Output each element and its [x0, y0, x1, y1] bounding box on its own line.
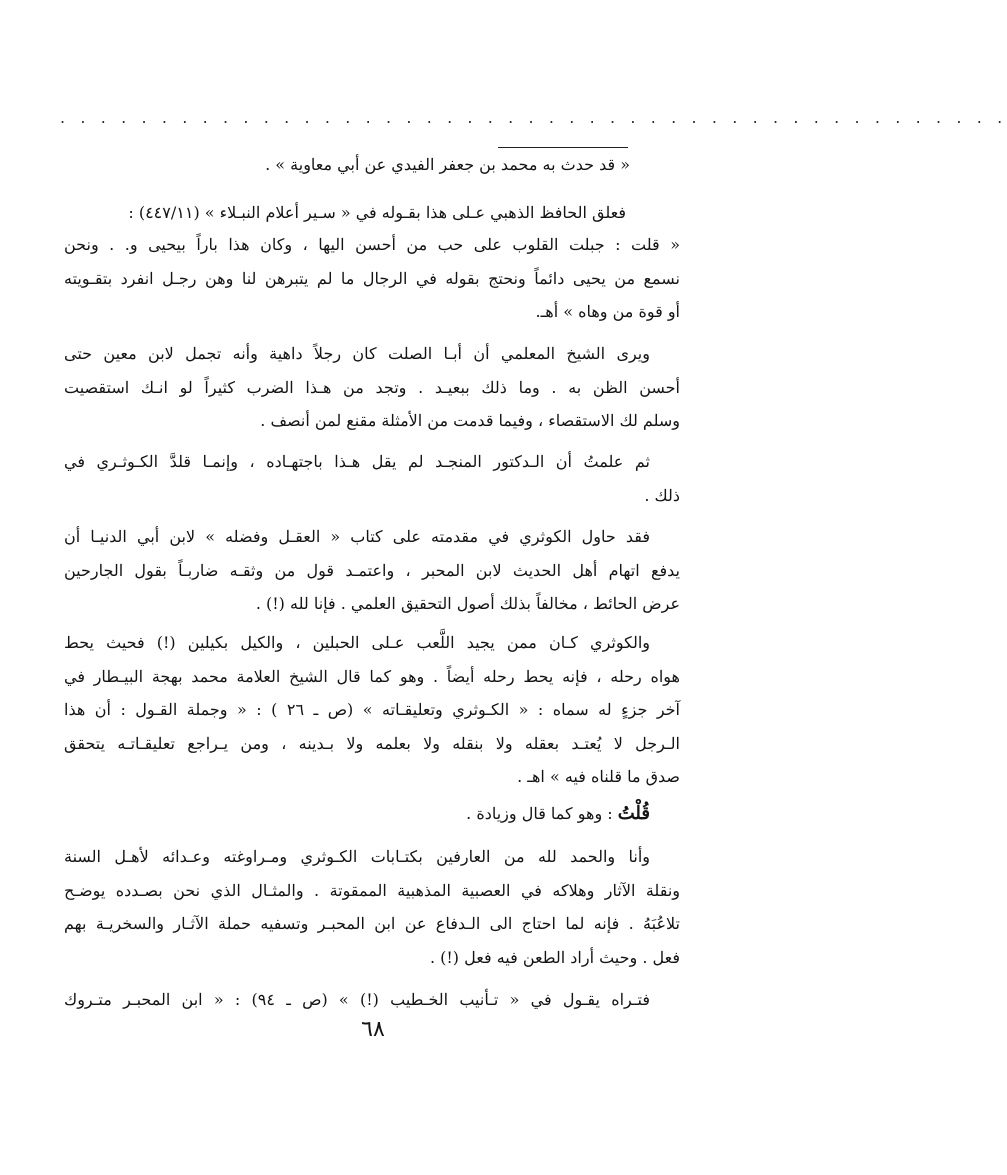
- text-line: أو قوة من وهاه » أهـ.: [535, 302, 680, 321]
- text-line: « قد حدث به محمد بن جعفر الفيدي عن أبي معاوية » .: [265, 155, 630, 174]
- text-line: أحسن الظن به . وما ذلك ببعيـد . وتجد من هـذا الضرب كثيراً لو انـك استقصيت: [64, 377, 680, 397]
- text-line: عرض الحائط ، مخالفاً بذلك أصول التحقيق العلمي . فإنا لله (!) .: [255, 594, 680, 613]
- text-line: [64, 797, 650, 831]
- text-line: وسلم لك الاستقصاء ، وفيما قدمت من الأمثلة مقنع لمن أنصف .: [260, 411, 680, 430]
- text-line: فقد حاول الكوثري في مقدمته على كتاب « العقـل وفضله » لابن أبي الدنيـا أن: [64, 527, 650, 546]
- text-line: يدفع اتهام أهل الحديث لابن المحبر ، واعتمـد قول من وثقـه ضاربـاً بقول الجارحين: [64, 560, 680, 580]
- text-line: فتـراه يقـول في « تـأنيب الخـطيب (!) » (ص ـ ٩٤) : « ابن المحبـر متـروك: [64, 990, 651, 1009]
- paragraph-qultu: [64, 797, 650, 831]
- text-line: صدق ما قلناه فيه » اهـ .: [517, 767, 680, 786]
- qultu-label: قُلْتُ: [617, 803, 650, 824]
- paragraph-quote-narration: [130, 148, 630, 182]
- text-line: فعل . وحيث أراد الطعن فيه فعل (!) .: [429, 947, 680, 967]
- text-line: نسمع من يحيى دائماً ونحتج بقوله في الرجال ما لم يتبرهن لنا وهن رجـل انفرد بتقـويته: [64, 268, 680, 288]
- text-line: والكوثري كـان ممن يجيد اللَّعب عـلى الحبلين ، والكيل بكيلين (!) فحيث يحط: [64, 633, 650, 652]
- paragraph-dhahabi-comment: [128, 196, 626, 230]
- paragraph-muallimi: [64, 337, 680, 438]
- text-line: الـرجل لا يُعتـد بعقله ولا بنقله ولا بعلمه ولا بـدينه ، ومن يـراجع تعليقـاتـه يتحقق: [64, 733, 680, 753]
- text-line: ويرى الشيخ المعلمي أن أبـا الصلت كان رجلاً داهية وأنه تجمل لابن معين حتى: [64, 344, 650, 363]
- paragraph-arifin: [64, 840, 680, 974]
- separator-dots: . . . . . . . . . . . . . . . . . . . . . . . . . . . . . . . . . . . . . . . . . . . . . . .: [60, 108, 1007, 127]
- qultu-text: : وهو كما قال وزيادة .: [466, 804, 618, 823]
- text-line: تلاعُبَهُ . فإنه لما احتاج الى الـدفاع عن ابن المحبـر وتسفيه حملة الآثـار والسخريـة بهم: [64, 914, 680, 933]
- text-line: « قلت : جبلت القلوب على حب من أحسن اليها ، وكان هذا باراً بيحيى و. . ونحن: [64, 235, 680, 254]
- text-line: آخر جزءٍ له سماه : « الكـوثري وتعليقـاته » (ص ـ ٢٦ ) : « وجملة القـول : أن هذا: [64, 700, 680, 719]
- paragraph-kawthari-aql: [64, 520, 680, 621]
- text-line: هواه رحله ، فإنه يحط رحله أيضاً . وهو كما قال الشيخ العلامة محمد بهجة البيـطار في: [64, 666, 680, 686]
- text-line: ذلك .: [644, 485, 680, 505]
- text-line: فعلق الحافظ الذهبي عـلى هذا بقـوله في « سـير أعلام النبـلاء » (٤٤٧/١١) :: [128, 203, 626, 222]
- text-line: ثم علمتُ أن الـدكتور المنجـد لم يقل هـذا باجتهـاده ، وإنمـا قلدَّ الكـوثـري في: [64, 452, 650, 471]
- paragraph-dhahabi-quote: [64, 228, 680, 329]
- text-line: ونقلة الآثار وهلاكه في العصبية المذهبية الممقوتة . والمثـال الذي نحن بصـدده يوضـح: [64, 880, 680, 900]
- paragraph-kawthari-habl: [64, 626, 680, 794]
- page-number: ٦٨: [361, 1017, 385, 1042]
- paragraph-munajjid: [64, 445, 680, 512]
- text-line: وأنا والحمد لله من العارفين بكتـابات الكـوثري ومـراوغته وعـدائه لأهـل السنة: [64, 847, 650, 866]
